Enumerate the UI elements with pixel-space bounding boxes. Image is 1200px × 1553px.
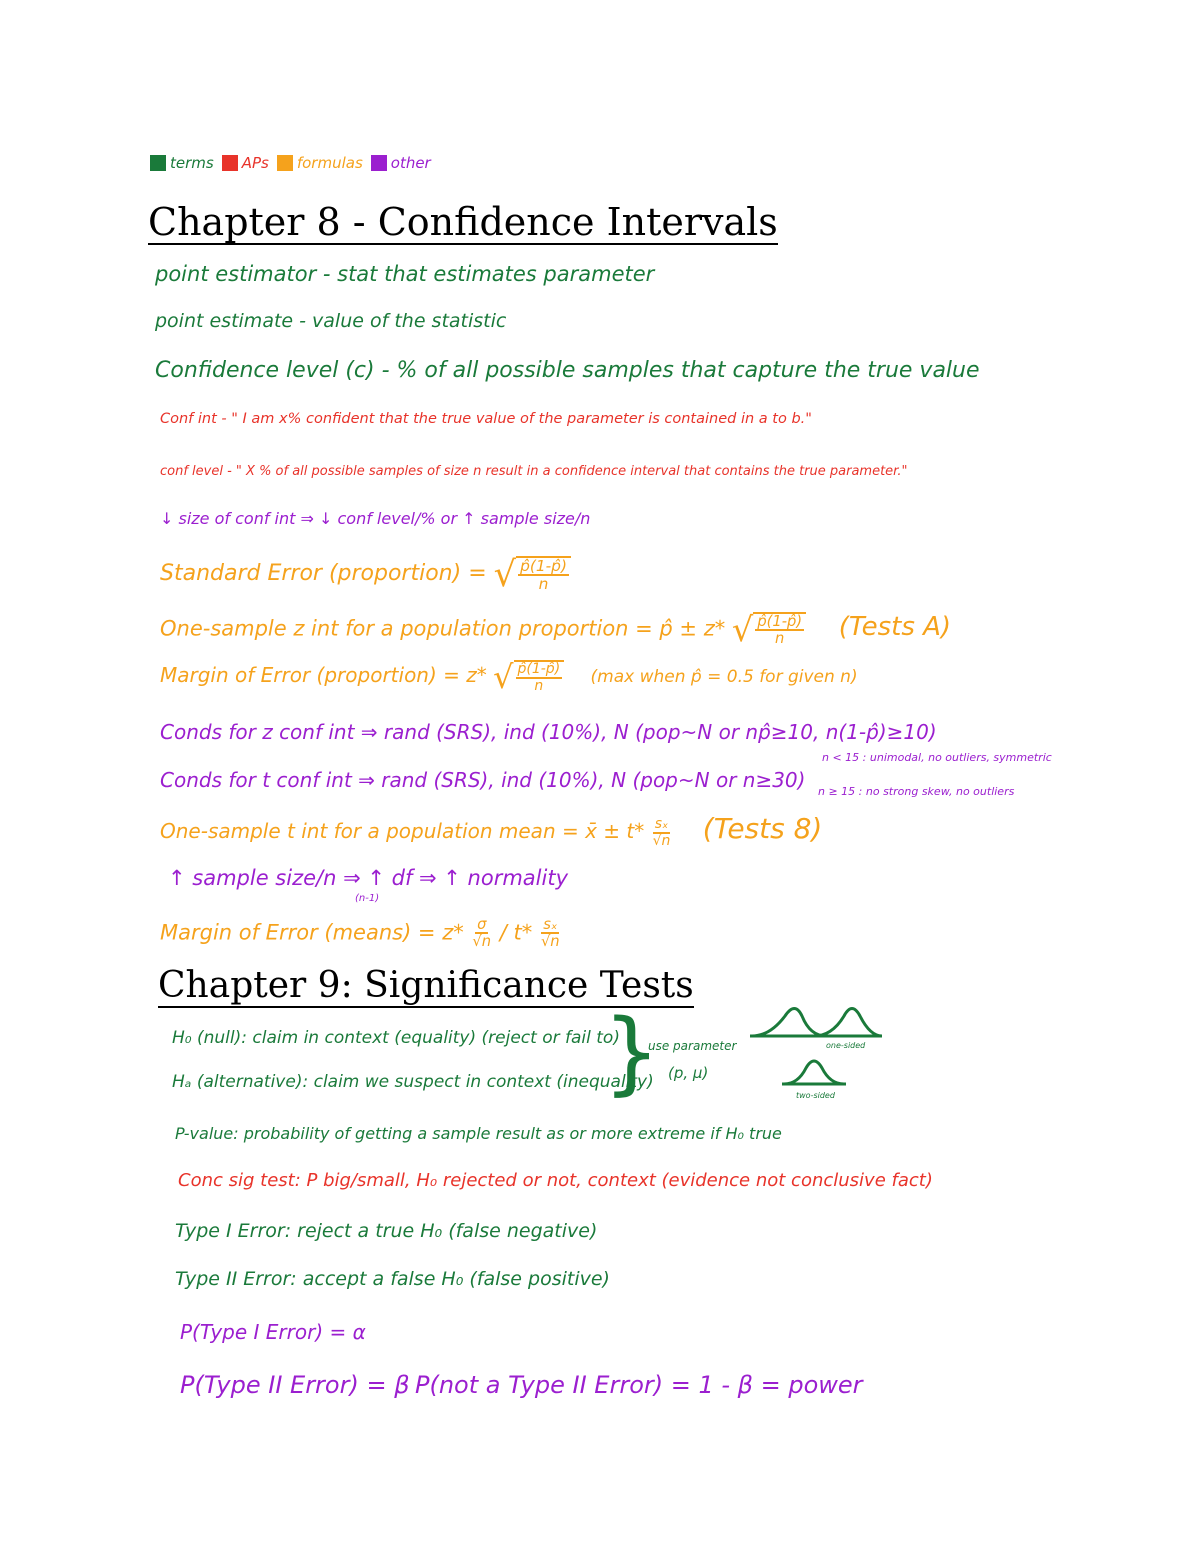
standard-error-proportion [160,553,573,595]
moe-proportion-root [493,657,566,696]
one-sample-z-numerator: p̂(1-p̂) [757,613,803,630]
legend-item-formulas [277,154,363,172]
alternative-hypothesis-definition: Hₐ (alternative): claim we suspect in context (inequality) [172,1072,654,1092]
one-sample-z-label: One-sample z int for a population proportion = p̂ ± z* [160,616,726,641]
sidedness-curves [740,996,890,1106]
tests-a-label: (Tests A) [838,612,952,643]
moe-proportion-note: (max when p̂ = 0.5 for given n) [590,667,858,688]
chapter-8-title: Chapter 8 - Confidence Intervals [148,200,778,244]
moe-proportion-numerator: p̂(1-p̂) [517,661,561,677]
aps-swatch [222,155,238,171]
moe-means-label: Margin of Error (means) = z* [160,920,464,945]
sample-size-normality-rule [168,868,568,889]
se-proportion-numerator: p̂(1-p̂) [520,557,567,575]
one-sample-t-label: One-sample t int for a population mean = x̄ ± t* [160,819,645,843]
legend-aps-label: APs [241,154,269,172]
margin-of-error-means [160,917,562,950]
legend-item-aps [222,154,269,172]
power-definition: P(not a Type II Error) = 1 - β = power [415,1371,863,1399]
normality-rule-text: ↑ sample size/n ⇒ ↑ df ⇒ ↑ normality [168,866,569,890]
se-proportion-denominator: n [538,575,549,594]
one-sample-t-denominator: √n [652,832,671,849]
legend-item-terms [150,154,214,172]
moe-means-z-numerator: σ [477,916,487,933]
type-1-error-definition: Type I Error: reject a true H₀ (false negative) [175,1220,598,1242]
chapter-9-title: Chapter 9: Significance Tests [158,965,694,1006]
moe-proportion-label: Margin of Error (proportion) = z* [160,663,487,688]
probability-type-2-error: P(Type II Error) = β [180,1371,410,1399]
two-sided-label: two-sided [796,1091,835,1100]
one-sample-z-root [731,609,808,649]
one-sample-z-denominator: n [775,630,785,648]
other-swatch [371,155,387,171]
legend-formulas-label: formulas [296,154,363,172]
two-sided-curve [782,1061,846,1084]
moe-means-t-denominator: √n [540,933,560,951]
moe-means-separator: / t* [499,920,533,945]
parameter-symbols: (p, μ) [668,1064,709,1082]
legend-item-other [371,154,431,172]
terms-swatch [150,155,166,171]
color-legend [150,154,431,172]
probability-type-1-error: P(Type I Error) = α [180,1320,366,1344]
use-parameter-note: use parameter [648,1039,737,1053]
type-2-error-definition: Type II Error: accept a false H₀ (false positive) [175,1268,610,1290]
conditions-t-note-small: n < 15 : unimodal, no outliers, symmetric [822,751,1052,764]
se-proportion-fraction [516,556,571,592]
one-sample-t-interval [160,812,823,849]
confidence-level-definition: Confidence level (c) - % of all possible samples that capture the true value [155,358,980,383]
moe-proportion-denominator: n [534,677,544,694]
one-sided-right-curve [814,1009,882,1037]
sqrt-symbol: √ [493,553,517,595]
one-sample-z-interval [160,609,952,649]
moe-means-z-denominator: √n [472,933,492,951]
moe-proportion-fraction [514,660,565,693]
point-estimator-definition: point estimator - stat that estimates parameter [155,262,655,286]
moe-means-t-numerator: sₓ [543,916,558,933]
formulas-swatch [277,155,293,171]
one-sample-t-fraction [653,817,671,848]
hypotheses-brace: } [603,1000,661,1105]
sqrt-symbol: √ [731,609,754,649]
se-proportion-label: Standard Error (proportion) = [160,561,487,587]
se-proportion-root [493,553,573,595]
conditions-t-interval: Conds for t conf int ⇒ rand (SRS), ind (10%), N (pop~N or n≥30) [160,768,806,792]
one-sample-z-fraction [753,612,806,647]
conf-level-ap-statement: conf level - " X % of all possible samples of size n result in a confidence interval that contains the true parameter." [160,464,908,479]
one-sided-curves [750,1009,882,1037]
one-sided-label: one-sided [826,1041,866,1050]
sqrt-symbol: √ [493,657,514,696]
degrees-of-freedom-note: (n-1) [355,893,380,904]
conditions-t-note-large: n ≥ 15 : no strong skew, no outliers [818,785,1015,798]
tests-8-label: (Tests 8) [702,812,823,845]
moe-means-t-fraction [541,917,560,950]
p-value-definition: P-value: probability of getting a sample result as or more extreme if H₀ true [175,1124,782,1143]
null-hypothesis-definition: H₀ (null): claim in context (equality) (reject or fail to) [172,1028,620,1048]
point-estimate-definition: point estimate - value of the statistic [155,310,507,332]
conf-int-ap-statement: Conf int - " I am x% confident that the true value of the parameter is contained in a to b." [160,411,812,427]
moe-means-z-fraction [472,917,491,950]
one-sided-left-curve [752,1009,826,1037]
conclusion-significance-test: Conc sig test: P big/small, H₀ rejected or not, context (evidence not conclusive fact) [178,1170,933,1191]
interval-width-rule: ↓ size of conf int ⇒ ↓ conf level/% or ↑ sample size/n [160,509,591,528]
margin-of-error-proportion [160,657,858,696]
conditions-z-interval: Conds for z conf int ⇒ rand (SRS), ind (10%), N (pop~N or np̂≥10, n(1-p̂)≥10) [160,720,937,744]
legend-terms-label: terms [170,154,214,172]
one-sample-t-numerator: sₓ [654,815,669,832]
legend-other-label: other [390,154,431,172]
